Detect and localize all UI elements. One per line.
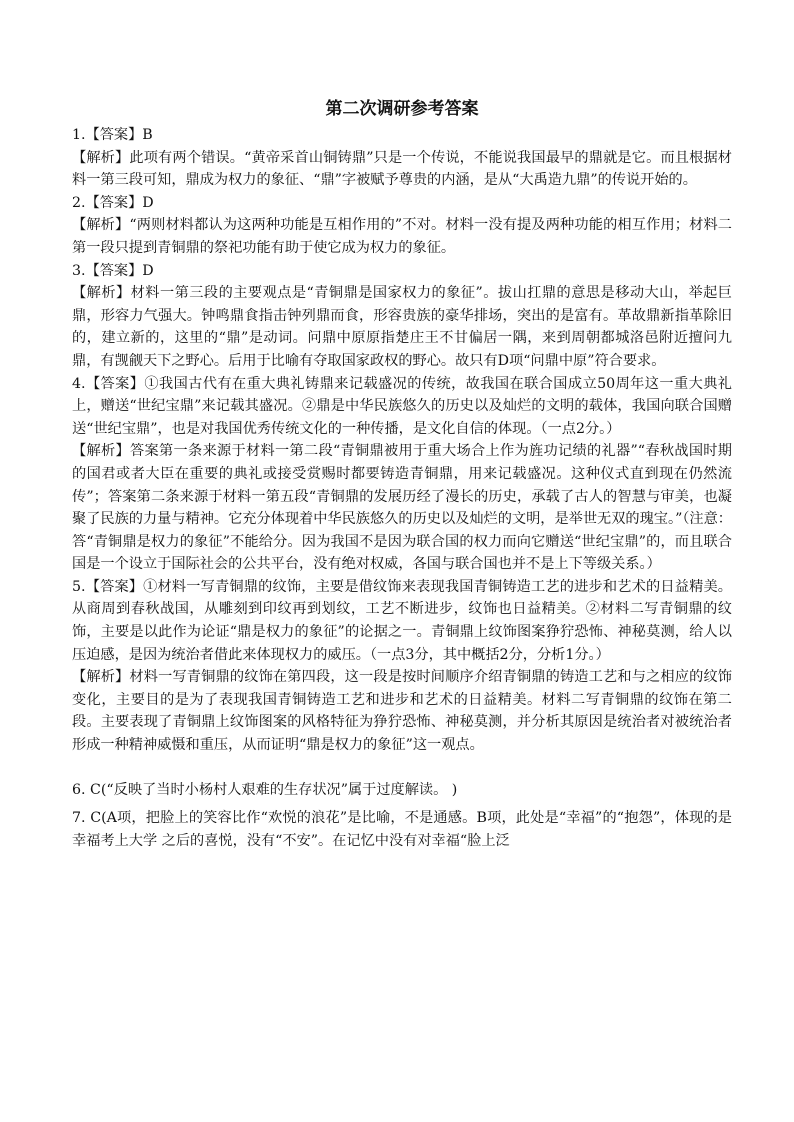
item-4-analysis: 【解析】答案第一条来源于材料一第二段“青铜鼎被用于重大场合上作为旌功记绩的礼器”“春秋战国时期的国君或者大臣在重要的典礼或接受赏赐时都要铸造青铜鼎，用来记载盛况。这种仪式直到现在仍然流传”；答案第二条来源于材料一第五段“青铜鼎的发展历经了漫长的历史，承载了古人的智慧与审美，也凝聚了民族的力量与精神。它充分体现着中华民族悠久的历史以及灿烂的文明，是举世无双的瑰宝。”（注意：答“青铜鼎是权力的象征”不能给分。因为我国不是因为联合国的权力而向它赠送“世纪宝鼎”的，而且联合国是一个设立于国际社会的公共平台，没有绝对权威，各国与联合国也并不是上下等级关系。） [72, 443, 732, 573]
item-5-analysis: 【解析】材料一写青铜鼎的纹饰在第四段，这一段是按时间顺序介绍青铜鼎的铸造工艺和与之相应的纹饰变化，主要目的是为了表现我国青铜铸造工艺和进步和艺术的日益精美。材料二写青铜鼎的纹饰在第二段。主要表现了青铜鼎上纹饰图案的风格特征为狰狞恐怖、神秘莫测，并分析其原因是统治者对被统治者形成一种精神威慑和重压，从而证明“鼎是权力的象征”这一观点。 [72, 669, 732, 754]
item-3-answer: 3.【答案】D [72, 262, 154, 279]
item-1-analysis: 【解析】此项有两个错误。“黄帝采首山铜铸鼎”只是一个传说，不能说我国最早的鼎就是它。而且根据材料一第三段可知，鼎成为权力的象征、“鼎”字被赋予尊贵的内涵，是从“大禹造九鼎”的传说开始的。 [72, 149, 732, 189]
answer-document [72, 96, 732, 852]
item-2-analysis: 【解析】“两则材料都认为这两种功能是互相作用的”不对。材料一没有提及两种功能的相互作用；材料二第一段只提到青铜鼎的祭祀功能有助于使它成为权力的象征。 [72, 217, 732, 256]
item-4-answer: 4.【答案】①我国古代有在重大典礼铸鼎来记载盛况的传统，故我国在联合国成立50周年这一重大典礼上，赠送“世纪宝鼎”来记载其盛况。②鼎是中华民族悠久的历史以及灿烂的文明的载体，我国向联合国赠送“世纪宝鼎”，也是对我国优秀传统文化的一种传播，是文化自信的体现。（一点2分。） [72, 375, 732, 437]
page-title: 第二次调研参考答案 [325, 99, 479, 119]
item-2-answer: 2.【答案】D [72, 194, 154, 211]
item-3-analysis: 【解析】材料一第三段的主要观点是“青铜鼎是国家权力的象征”。拔山扛鼎的意思是移动大山，举起巨鼎，形容力气强大。钟鸣鼎食指击钟列鼎而食，形容贵族的豪华排场，突出的是富有。革故鼎新指革除旧的，建立新的，这里的“鼎”是动词。问鼎中原原指楚庄王不甘偏居一隅，来到周朝都城洛邑附近擅问九鼎，有觊觎天下之野心。后用于比喻有夺取国家政权的野心。故只有D项“问鼎中原”符合要求。 [72, 285, 732, 369]
item-7: 7. C(A项，把脸上的笑容比作“欢悦的浪花”是比喻，不是通感。B项，此处是“幸福”的“抱怨”，体现的是幸福考上大学 之后的喜悦，没有“不安”。在记忆中没有对幸福“脸上泛 [72, 810, 732, 849]
item-5-answer: 5.【答案】①材料一写青铜鼎的纹饰，主要是借纹饰来表现我国青铜铸造工艺的进步和艺术的日益精美。从商周到春秋战国，从雕刻到印纹再到划纹，工艺不断进步，纹饰也日益精美。②材料二写青铜鼎的纹饰，主要是以此作为论证“鼎是权力的象征”的论据之一。青铜鼎上纹饰图案狰狞恐怖、神秘莫测，给人以压迫感，是因为统治者借此来体现权力的威压。（一点3分，其中概括2分，分析1分。） [72, 578, 732, 663]
item-1-answer: 1.【答案】B [72, 127, 153, 143]
item-6: 6. C(“反映了当时小杨村人艰难的生存状况”属于过度解读。 ) [72, 781, 458, 798]
section-gap [72, 757, 732, 779]
